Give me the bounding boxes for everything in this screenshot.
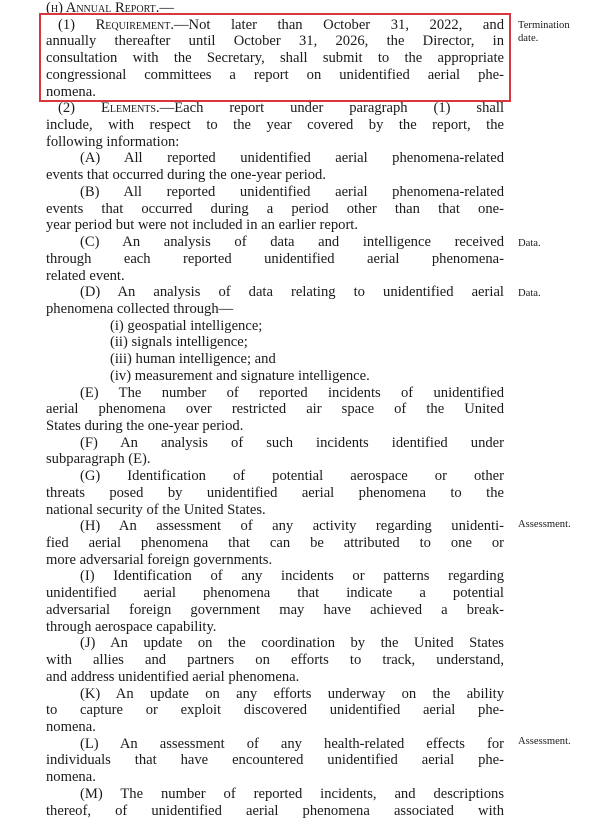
run-in-heading: Elements xyxy=(100,100,156,117)
highlight-box xyxy=(39,13,511,102)
text-line: to capture or exploit discovered unidentified aerial phe- xyxy=(46,702,504,719)
text-line: (G) Identification of potential aerospace or other xyxy=(80,468,504,485)
text-line: (1) Requirement.—Not later than October 31, 2022, and xyxy=(58,16,504,33)
text-line: unidentified aerial phenomena that indicate a potential xyxy=(46,585,504,602)
text-line: (J) An update on the coordination by the United States xyxy=(80,635,504,652)
margin-note-data: Data. xyxy=(518,238,541,249)
text-line: year period but were not included in an earlier report. xyxy=(46,217,359,234)
text-line: (C) An analysis of data and intelligence received xyxy=(80,234,504,251)
margin-note-data: Data. xyxy=(518,288,541,299)
margin-note-assessment: Assessment. xyxy=(518,736,571,747)
text-line: (i) geospatial intelligence; xyxy=(110,317,263,334)
text-line: (iv) measurement and signature intelligence. xyxy=(110,367,370,384)
text-line: events that occurred during the one-year period. xyxy=(46,167,327,184)
text-line: include, with respect to the year covered by the report, the xyxy=(46,117,504,134)
text-line: nomena. xyxy=(46,769,96,786)
text-line: (L) An assessment of any health-related effects for xyxy=(80,735,504,752)
text-line: (I) Identification of any incidents or patterns regarding xyxy=(80,568,504,585)
text-line: through each reported unidentified aerial phenomena- xyxy=(46,250,504,267)
text-line: (B) All reported unidentified aerial phenomena-related xyxy=(80,183,504,200)
text-line: nomena. xyxy=(46,83,96,100)
text-line: (H) An assessment of any activity regarding unidenti- xyxy=(80,518,504,535)
text-line: national security of the United States. xyxy=(46,501,266,518)
text-line: (E) The number of reported incidents of unidentified xyxy=(80,384,504,401)
text-line: (iii) human intelligence; and xyxy=(110,351,276,368)
text-line: threats posed by unidentified aerial phenomena to the xyxy=(46,484,504,501)
text-line: (A) All reported unidentified aerial phenomena-related xyxy=(80,150,504,167)
text-line: States during the one-year period. xyxy=(46,418,244,434)
text-line: subparagraph (E). xyxy=(46,451,151,468)
margin-note-assessment: Assessment. xyxy=(518,519,571,530)
text-line: consultation with the Secretary, shall submit to the appropriate xyxy=(46,50,504,67)
text-line: (2) Elements.—Each report under paragraph (1) shall xyxy=(58,100,504,117)
text-line: with allies and partners on efforts to track, understand, xyxy=(46,652,504,669)
heading-annual-report: (h) Annual Report.— xyxy=(46,0,175,16)
text-line: and address unidentified aerial phenomena. xyxy=(46,668,300,685)
text-line: related event. xyxy=(46,267,125,284)
text-line: through aerospace capability. xyxy=(46,618,217,635)
text-line: (F) An analysis of such incidents identified under xyxy=(80,434,504,451)
text-line: (D) An analysis of data relating to unidentified aerial xyxy=(80,284,504,301)
text-line: nomena. xyxy=(46,718,96,735)
text-line: following information: xyxy=(46,133,180,150)
text-line: (K) An update on any efforts underway on the ability xyxy=(80,685,504,702)
text-line: congressional committees a report on unidentified aerial phe- xyxy=(46,66,504,83)
text-line: more adversarial foreign governments. xyxy=(46,551,273,568)
text-line: thereof, of unidentified aerial phenomena associated with xyxy=(46,802,504,819)
run-in-heading: Requirement xyxy=(95,16,171,33)
text-line: (M) The number of reported incidents, and descriptions xyxy=(80,785,504,802)
text-line: events that occurred during a period other than that one- xyxy=(46,200,504,217)
margin-note-termination-date: date. xyxy=(518,33,539,44)
text-line: annually thereafter until October 31, 2026, the Director, in xyxy=(46,33,504,50)
text-line: individuals that have encountered unidentified aerial phe- xyxy=(46,752,504,769)
text-line: adversarial foreign government may have achieved a break- xyxy=(46,601,504,618)
text-line: fied aerial phenomena that can be attributed to one or xyxy=(46,535,504,552)
margin-note-termination: Termination xyxy=(518,20,570,31)
text-line: (ii) signals intelligence; xyxy=(110,334,248,351)
text-line: aerial phenomena over restricted air space of the United xyxy=(46,401,504,418)
text-line: phenomena collected through— xyxy=(46,300,234,317)
